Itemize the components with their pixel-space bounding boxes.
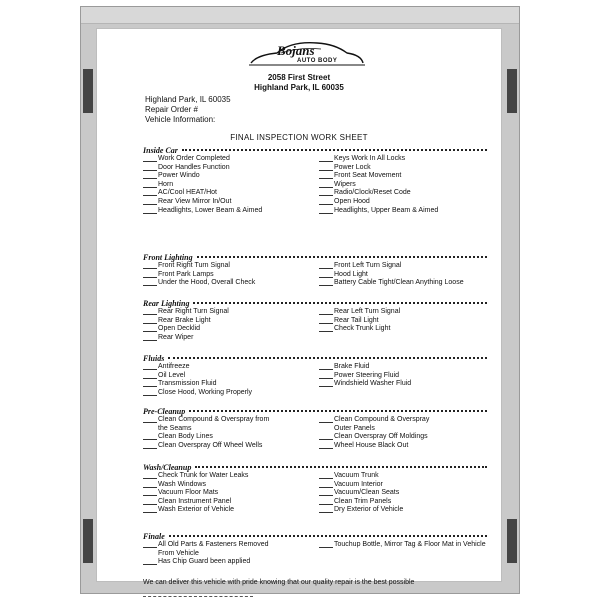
check-blank[interactable]	[143, 498, 157, 505]
checklist-column-right	[319, 541, 487, 567]
checklist-item-label: Open Decklid	[158, 325, 201, 333]
check-blank[interactable]	[143, 389, 157, 396]
check-blank[interactable]	[143, 181, 157, 188]
check-blank[interactable]	[319, 279, 333, 286]
checklist-item[interactable]	[143, 325, 311, 334]
check-blank[interactable]	[319, 472, 333, 479]
checklist-item[interactable]	[319, 172, 487, 181]
section-front-lighting	[143, 252, 487, 288]
section-heading	[143, 252, 487, 262]
checklist-item-label: Headlights, Upper Beam & Aimed	[334, 206, 439, 214]
check-blank[interactable]	[319, 262, 333, 269]
inspection-sheet	[96, 28, 502, 586]
binder-tab	[83, 519, 93, 563]
section-fluids	[143, 353, 487, 397]
check-blank[interactable]	[143, 308, 157, 315]
checklist-item[interactable]	[143, 189, 311, 198]
check-blank[interactable]	[319, 271, 333, 278]
section-wash-cleanup	[143, 462, 487, 515]
checklist-item[interactable]	[319, 472, 487, 481]
section-title: Front Lighting	[143, 252, 193, 262]
checklist-item[interactable]	[143, 271, 311, 280]
check-blank[interactable]	[319, 207, 333, 214]
checklist-column-left	[143, 472, 311, 515]
checklist-item-label: Front Left Turn Signal	[334, 262, 402, 269]
checklist-item-continued	[143, 425, 311, 434]
checklist-item-label: Headlights, Lower Beam & Aimed	[158, 206, 263, 214]
check-blank[interactable]	[143, 189, 157, 196]
check-blank[interactable]	[319, 442, 333, 449]
check-blank[interactable]	[143, 325, 157, 332]
checklist-item-label: Clean Compound & Overspray from	[158, 416, 270, 423]
shop-city: Highland Park, IL 60035	[254, 83, 344, 92]
checklist-column-right	[319, 262, 487, 288]
checklist-item-label: Rear View Mirror In/Out	[158, 197, 232, 205]
checklist-item[interactable]	[319, 207, 487, 216]
checklist-item[interactable]	[143, 498, 311, 507]
check-blank[interactable]	[143, 164, 157, 171]
check-blank[interactable]	[143, 489, 157, 496]
checklist-item-label: Clean Compound & Overspray	[334, 416, 430, 423]
checklist-item-label: Radio/Clock/Reset Code	[334, 189, 411, 197]
checklist-item-label: Keys Work In All Locks	[334, 155, 406, 162]
checklist-item[interactable]	[143, 334, 311, 343]
checklist-column-right	[319, 472, 487, 515]
checklist-item-label: Clean Overspray Off Moldings	[334, 433, 428, 441]
checklist-item-label: Front Park Lamps	[158, 270, 214, 278]
checklist-item[interactable]	[319, 489, 487, 498]
checklist-item[interactable]	[319, 262, 487, 271]
check-blank[interactable]	[143, 172, 157, 179]
checklist-item-label: Wheel House Black Out	[334, 441, 409, 449]
checklist-item[interactable]	[319, 325, 487, 334]
section-heading	[143, 531, 487, 541]
checklist-item[interactable]	[319, 363, 487, 372]
check-blank[interactable]	[143, 262, 157, 269]
checklist-item-label: Wipers	[334, 180, 356, 188]
sleeve-opening	[81, 7, 519, 24]
checklist-column-left	[143, 541, 311, 567]
section-rear-lighting	[143, 298, 487, 342]
check-blank[interactable]	[319, 541, 333, 548]
check-blank[interactable]	[143, 558, 157, 565]
checklist-item[interactable]	[143, 541, 311, 550]
check-blank[interactable]	[319, 325, 333, 332]
checklist-item-label: All Old Parts & Fasteners Removed	[158, 541, 269, 548]
checklist-item-label: Clean Trim Panels	[334, 497, 392, 505]
checklist-item-label: Rear Left Turn Signal	[334, 308, 401, 315]
checklist-item[interactable]	[319, 155, 487, 164]
checklist-item-continued	[143, 550, 311, 559]
checklist-column-left	[143, 155, 311, 215]
checklist-item[interactable]	[143, 481, 311, 490]
checklist-item-label: Power Lock	[334, 163, 371, 171]
binder-tab	[83, 69, 93, 113]
checklist-item-label: Clean Overspray Off Wheel Wells	[158, 441, 263, 449]
check-blank[interactable]	[143, 472, 157, 479]
check-blank[interactable]	[319, 489, 333, 496]
checklist-item[interactable]	[143, 416, 311, 425]
checklist-item[interactable]	[319, 541, 487, 550]
signature-line[interactable]	[143, 596, 253, 597]
dotted-rule	[189, 410, 487, 412]
checklist-item-label: Battery Cable Tight/Clean Anything Loose	[334, 279, 464, 287]
section-title: Rear Lighting	[143, 298, 190, 308]
checklist-item-label: Rear Wiper	[158, 333, 194, 341]
check-blank[interactable]	[319, 433, 333, 440]
checklist-item[interactable]	[143, 372, 311, 381]
section-heading	[143, 353, 487, 363]
dotted-rule	[195, 466, 487, 468]
checklist-item-label: Clean Body Lines	[158, 433, 213, 441]
checklist-item[interactable]	[319, 380, 487, 389]
checklist-item[interactable]	[143, 363, 311, 372]
checklist-item-label: Power Steering Fluid	[334, 371, 399, 379]
section-title: Fluids	[143, 353, 165, 363]
vehicle-info-label: Vehicle Information:	[145, 115, 216, 124]
check-blank[interactable]	[319, 198, 333, 205]
checklist-item-label: Work Order Completed	[158, 155, 230, 162]
checklist-column-left	[143, 363, 311, 397]
check-blank[interactable]	[143, 271, 157, 278]
checklist-column-left	[143, 308, 311, 342]
checklist-item-label: the Seams	[158, 424, 192, 432]
checklist-item-label: Hood Light	[334, 270, 368, 278]
check-blank[interactable]	[319, 498, 333, 505]
dotted-rule	[182, 149, 487, 151]
checklist-item-label: Rear Tail Light	[334, 316, 379, 324]
check-blank[interactable]	[143, 380, 157, 387]
section-title: Wash/Cleanup	[143, 462, 192, 472]
checklist-item-label: Check Trunk Light	[334, 325, 391, 333]
check-blank[interactable]	[143, 481, 157, 488]
dotted-rule	[197, 256, 487, 258]
checklist-item[interactable]	[143, 389, 311, 398]
checklist-item-label: Brake Fluid	[334, 363, 370, 370]
checklist-column-left	[143, 262, 311, 288]
check-blank[interactable]	[319, 416, 333, 423]
dotted-rule	[168, 357, 487, 359]
checklist-item[interactable]	[143, 181, 311, 190]
checklist-column-right	[319, 308, 487, 342]
check-blank[interactable]	[143, 442, 157, 449]
logo-subtitle: AUTO BODY	[297, 58, 338, 64]
checklist-item-label: Front Right Turn Signal	[158, 262, 230, 269]
check-blank[interactable]	[143, 372, 157, 379]
section-heading	[143, 145, 487, 155]
checklist-item-label: Vacuum Interior	[334, 480, 383, 488]
checklist-item[interactable]	[319, 189, 487, 198]
checklist-item-label: Wash Exterior of Vehicle	[158, 506, 234, 514]
checklist-item-label: Wash Windows	[158, 480, 206, 488]
check-blank[interactable]	[143, 334, 157, 341]
check-blank[interactable]	[143, 541, 157, 548]
check-blank[interactable]	[143, 363, 157, 370]
section-title: Inside Car	[143, 145, 178, 155]
check-blank[interactable]	[319, 363, 333, 370]
section-finale	[143, 531, 487, 567]
check-blank[interactable]	[143, 416, 157, 423]
checklist-item-label: Rear Right Turn Signal	[158, 308, 229, 315]
checklist-item[interactable]	[319, 498, 487, 507]
checklist-item[interactable]	[319, 416, 487, 425]
shop-street: 2058 First Street	[267, 73, 331, 82]
checklist-item-label: Dry Exterior of Vehicle	[334, 506, 404, 514]
check-blank[interactable]	[319, 189, 333, 196]
binder-tab	[507, 69, 517, 113]
checklist-item-label: Vacuum Floor Mats	[158, 489, 219, 497]
checklist-item-label: Has Chip Guard been applied	[158, 558, 251, 566]
checklist-item[interactable]	[143, 442, 311, 451]
checklist-item[interactable]	[143, 262, 311, 271]
checklist-item-label: Horn	[158, 180, 174, 188]
checklist-item-label: Touchup Bottle, Mirror Tag & Floor Mat in Vehicle	[334, 541, 486, 548]
checklist-item[interactable]	[319, 308, 487, 317]
binder-tab	[507, 519, 517, 563]
check-blank[interactable]	[319, 172, 333, 179]
checklist-item-label: From Vehicle	[158, 549, 199, 557]
checklist-item[interactable]	[319, 372, 487, 381]
check-blank[interactable]	[319, 181, 333, 188]
check-blank[interactable]	[319, 308, 333, 315]
check-blank[interactable]	[319, 164, 333, 171]
check-blank[interactable]	[143, 317, 157, 324]
checklist-item-label: Check Trunk for Water Leaks	[158, 472, 249, 479]
checklist-item[interactable]	[143, 207, 311, 216]
check-blank[interactable]	[319, 372, 333, 379]
checklist-item[interactable]	[319, 317, 487, 326]
checklist-item[interactable]	[319, 442, 487, 451]
checklist-item-label: Transmission Fluid	[158, 380, 217, 388]
checklist-item-label: Power Windo	[158, 172, 200, 180]
checklist-column-right	[319, 363, 487, 397]
checklist-item-label: Vacuum/Clean Seats	[334, 489, 400, 497]
worksheet-title: FINAL INSPECTION WORK SHEET	[230, 133, 368, 142]
section-pre-cleanup	[143, 406, 487, 450]
checklist-item[interactable]	[143, 172, 311, 181]
checklist-item[interactable]	[143, 198, 311, 207]
checklist-item[interactable]	[143, 433, 311, 442]
section-inside-car	[143, 145, 487, 215]
checklist-item[interactable]	[143, 506, 311, 515]
check-blank[interactable]	[143, 155, 157, 162]
logo-name: Bojans	[277, 43, 315, 58]
checklist-item-label: Front Seat Movement	[334, 172, 402, 180]
check-blank[interactable]	[143, 207, 157, 214]
checklist-item-label: Outer Panels	[334, 424, 375, 432]
checklist-item[interactable]	[319, 164, 487, 173]
checklist-item[interactable]	[143, 472, 311, 481]
checklist-item[interactable]	[319, 198, 487, 207]
checklist-item[interactable]	[319, 506, 487, 515]
checklist-item-label: Open Hood	[334, 197, 370, 205]
check-blank[interactable]	[143, 506, 157, 513]
checklist-item-continued	[319, 425, 487, 434]
checklist-item-label: Clean Instrument Panel	[158, 497, 232, 505]
checklist-column-left	[143, 416, 311, 450]
section-title: Finale	[143, 531, 165, 541]
section-title: Pre-Cleanup	[143, 406, 186, 416]
checklist-item[interactable]	[319, 181, 487, 190]
checklist-item[interactable]	[143, 164, 311, 173]
check-blank[interactable]	[319, 481, 333, 488]
checklist-item-label: Antifreeze	[158, 363, 190, 370]
checklist-item-label: Oil Level	[158, 371, 186, 379]
left-city: Highland Park, IL 60035	[145, 95, 231, 104]
checklist-item[interactable]	[319, 481, 487, 490]
section-heading	[143, 298, 487, 308]
checklist-item[interactable]	[143, 308, 311, 317]
checklist-item[interactable]	[319, 433, 487, 442]
checklist-item[interactable]	[143, 155, 311, 164]
check-blank[interactable]	[319, 317, 333, 324]
checklist-item[interactable]	[143, 558, 311, 567]
checklist-item[interactable]	[143, 279, 311, 288]
repair-order-label: Repair Order #	[145, 105, 198, 114]
checklist-item-label: Rear Brake Light	[158, 316, 211, 324]
checklist-item[interactable]	[143, 489, 311, 498]
checklist-item-label: Close Hood, Working Properly	[158, 388, 253, 396]
checklist-item-label: Door Handles Function	[158, 163, 230, 171]
checklist-item-label: AC/Cool HEAT/Hot	[158, 189, 217, 197]
checklist-item-label: Vacuum Trunk	[334, 472, 379, 479]
check-blank[interactable]	[143, 279, 157, 286]
section-heading	[143, 406, 487, 416]
checklist-item[interactable]	[143, 317, 311, 326]
footer-statement: We can deliver this vehicle with pride knowing that our quality repair is the best possible	[143, 579, 415, 586]
checklist-item-label: Under the Hood, Overall Check	[158, 279, 256, 287]
section-heading	[143, 462, 487, 472]
check-blank[interactable]	[143, 433, 157, 440]
checklist-item[interactable]	[319, 279, 487, 288]
dotted-rule	[169, 535, 487, 537]
checklist-column-right	[319, 155, 487, 215]
checklist-column-right	[319, 416, 487, 450]
checklist-item-label: Windshield Washer Fluid	[334, 380, 412, 388]
dotted-rule	[193, 302, 487, 304]
check-blank[interactable]	[319, 506, 333, 513]
checklist-item[interactable]	[143, 380, 311, 389]
check-blank[interactable]	[143, 198, 157, 205]
check-blank[interactable]	[319, 155, 333, 162]
checklist-item[interactable]	[319, 271, 487, 280]
check-blank[interactable]	[319, 380, 333, 387]
